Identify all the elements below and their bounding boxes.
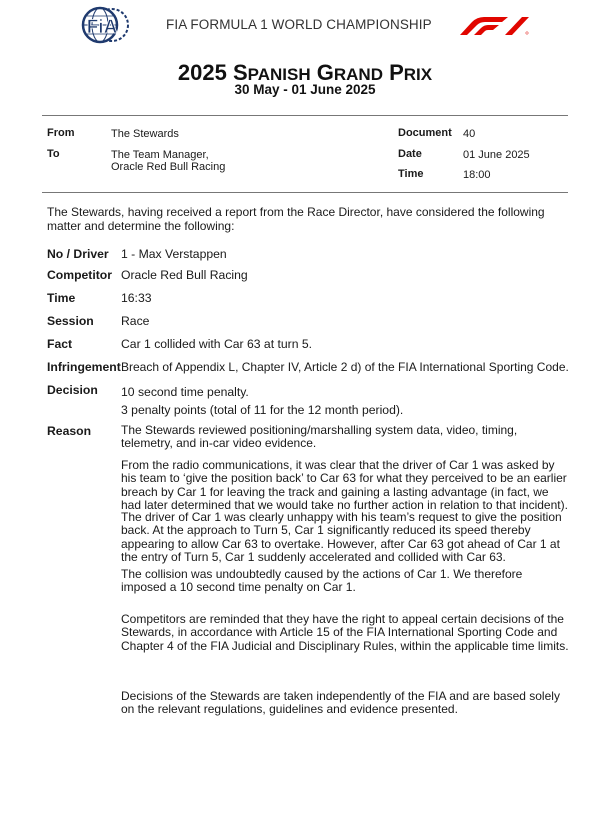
reason-paragraph: The Stewards reviewed positioning/marshalling system data, video, timing, telemetry, and in-car video evidence. [121, 423, 518, 451]
to-value-line2: Oracle Red Bull Racing [111, 161, 226, 173]
appeal-notice: Competitors are reminded that they have the right to appeal certain decisions of the Stewards, in accordance with Article 15 of the FIA International Sporting Code and Chapter 4 of the FIA Judicial and Disciplinary Rules, within the applicable time limits. [121, 612, 569, 653]
infringement-label: Infringement [47, 360, 121, 374]
bottom-divider [42, 192, 568, 193]
to-label-text: To [47, 148, 60, 160]
incident-time-value: 16:33 [121, 291, 152, 305]
session-label: Session [47, 314, 94, 328]
document-header [0, 0, 610, 50]
driver-value: 1 - Max Verstappen [121, 247, 227, 261]
to-label [47, 148, 60, 160]
reason-label: Reason [47, 424, 92, 438]
document-label [398, 127, 452, 139]
fact-value: Car 1 collided with Car 63 at turn 5. [121, 337, 313, 351]
event-name-initial: S [232, 60, 248, 85]
decision-line2: 3 penalty points (total of 11 for the 12 month period). [121, 403, 404, 417]
svg-text:FiA: FiA [86, 17, 118, 38]
championship-title: FIA FORMULA 1 WORLD CHAMPIONSHIP [166, 17, 432, 32]
date-value: 01 June 2025 [463, 149, 530, 161]
reason-paragraph: The collision was undoubtedly caused by the actions of Car 1. We therefore imposed a 10 second time penalty on Car 1. [121, 567, 523, 595]
intro-text: The Stewards, having received a report from the Race Director, have considered the following matter and determine the following: [47, 205, 545, 233]
event-name-rest: PANISH [247, 65, 311, 84]
top-divider [42, 115, 568, 116]
incident-time-label: Time [47, 291, 76, 305]
reason-paragraph: From the radio communications, it was clear that the driver of Car 1 was asked by his team to ‘give the position back’ to Car 63 for what they perceived to be an earlier breach by Car 1 for leaving the track and gaining a lasting advantage (in fact, we had later determined that we would take no further action in relation to that incident). [121, 458, 568, 512]
from-label [47, 127, 75, 139]
date-label-text: Date [398, 148, 422, 160]
decision-line1: 10 second time penalty. [121, 385, 249, 399]
independence-notice: Decisions of the Stewards are taken independently of the FIA and are based solely on the relevant regulations, guidelines and evidence presented. [121, 689, 560, 717]
event-name-initial: G [316, 60, 334, 85]
from-label-text: From [47, 127, 75, 139]
infringement-value: Breach of Appendix L, Chapter IV, Article 2 d) of the FIA International Sporting Code. [121, 360, 569, 374]
document-label-text: Document [398, 127, 452, 139]
f1-logo-icon [458, 14, 532, 36]
time-label-text: Time [398, 168, 424, 180]
fia-logo-icon [80, 5, 130, 45]
event-dates: 30 May - 01 June 2025 [234, 82, 376, 97]
time-value: 18:00 [463, 169, 491, 181]
competitor-label: Competitor [47, 268, 112, 282]
time-label [398, 168, 423, 180]
fact-label: Fact [47, 337, 73, 351]
event-name-rest: RIX [403, 65, 433, 84]
document-number: 40 [463, 128, 476, 140]
date-label [398, 148, 422, 160]
reason-paragraph: The driver of Car 1 was clearly unhappy with his team’s request to give the position back. At the approach to Turn 5, Car 1 significantly reduced its speed thereby appearing to allow Car 63 to overtake. However, after Car 63 got ahead of Car 1 at the entry of Turn 5, Car 1 suddenly accelerated and collided with Car 63. [121, 510, 562, 564]
session-value: Race [121, 314, 150, 328]
event-name-initial: P [389, 60, 404, 85]
decision-label: Decision [47, 383, 98, 397]
event-name-rest: RAND [333, 65, 383, 84]
to-value [111, 149, 225, 173]
competitor-value: Oracle Red Bull Racing [121, 268, 248, 282]
event-year: 2025 [177, 60, 227, 85]
to-value-line1: The Team Manager, [111, 149, 209, 161]
driver-label: No / Driver [47, 247, 109, 261]
from-value: The Stewards [111, 128, 179, 140]
